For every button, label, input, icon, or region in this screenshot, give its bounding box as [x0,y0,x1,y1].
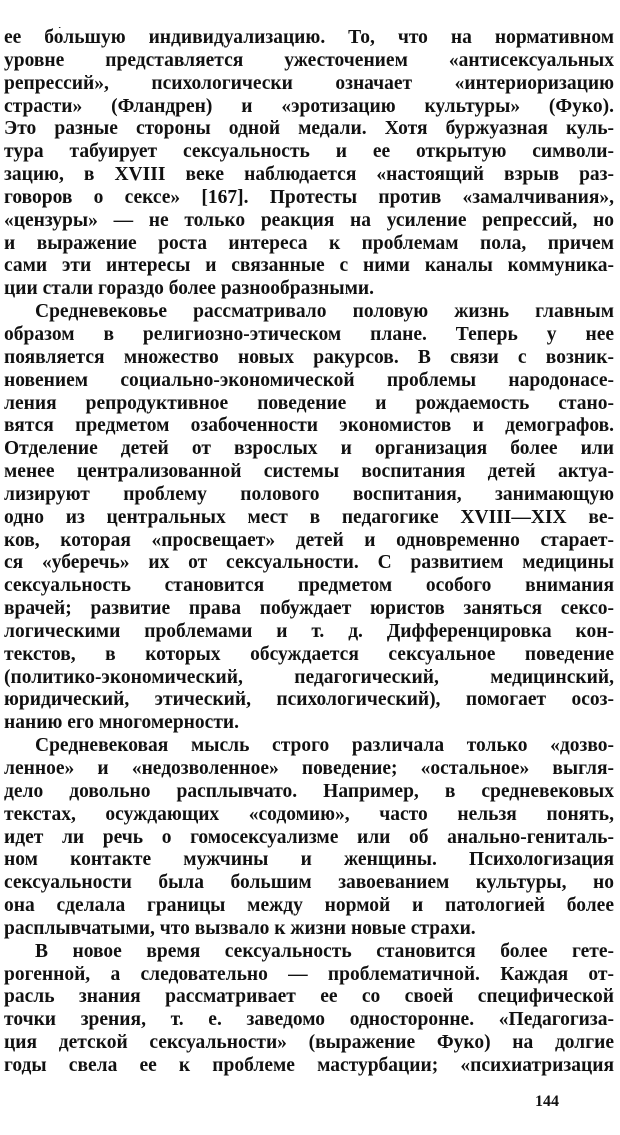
text-line: ном контакте мужчины и женщины. Психологизация [4,849,614,871]
text-line: нанию его многомерности. [4,712,240,734]
text-line: рогенной, а следовательно — проблематичной. Каждая от- [4,963,614,985]
text-line: юридический, этический, психологический), помогает осоз- [4,689,614,711]
text-line: зацию, в XVIII веке наблюдается «настоящий взрыв раз- [4,164,614,186]
text-line: годы свела ее к проблеме мастурбации; «психиатризация [4,1054,614,1076]
text-line: врачей; развитие права побуждает юристов заняться сексо- [4,598,614,620]
text-line: логическими проблемами и т. д. Дифференцировка кон- [4,620,614,642]
text-line: ция детской сексуальности» (выражение Фуко) на долгие [4,1032,614,1054]
text-line: Средневековье рассматривало половую жизнь главным [35,301,614,323]
text-line: расль знания рассматривает ее со своей специфической [4,986,614,1008]
text-line: репрессий», психологически означает «интериоризацию [4,72,614,94]
text-line: менее централизованной системы воспитания детей актуа- [4,461,614,483]
text-line: и выражение роста интереса к проблемам пола, причем [4,232,614,254]
text-line: страсти» (Фландрен) и «эротизацию культуры» (Фуко). [4,95,614,117]
paragraph [4,27,614,301]
text-line: она сделала границы между нормой и патологией более [4,895,614,917]
text-line: говоров о сексе» [167]. Протесты против «замалчивания», [4,186,614,208]
text-line: лизируют проблему полового воспитания, занимающую [4,483,614,505]
text-line: сами эти интересы и связанные с ними каналы коммуника- [4,255,614,277]
text-line: вятся предметом озабоченности экономистов и демографов. [4,415,614,437]
text-line: В новое время сексуальность становится более гете- [35,940,614,962]
text-line: появляется множество новых ракурсов. В связи с возник- [4,346,614,368]
paragraph [4,941,614,1078]
text-line: одно из центральных мест в педагогике XVIII—XIX ве- [4,506,614,528]
text-line: Отделение детей от взрослых и организация более или [4,438,614,460]
text-line: сексуальности была большим завоеванием культуры, но [4,872,614,894]
text-line: расплывчатыми, что вызвало к жизни новые страхи. [4,917,476,939]
text-line: текстов, в которых обсуждается сексуальное поведение [4,643,614,665]
text-line: ков, которая «просвещает» детей и одновременно старает- [4,529,614,551]
text-line: дело довольно расплывчато. Например, в средневековых [4,780,614,802]
paragraph [4,301,614,735]
text-line: Это разные стороны одной медали. Хотя буржуазная куль- [4,118,614,140]
text-line: идет ли речь о гомосексуализме или об анально-гениталь- [4,826,614,848]
text-line: сексуальность становится предметом особого внимания [4,575,614,597]
text-line: ления репродуктивное поведение и рождаемость стано- [4,392,614,414]
text-line: ленное» и «недозволенное» поведение; «остальное» выгля- [4,758,614,779]
text-line: текстах, осуждающих «содомию», часто нельзя понять, [4,803,614,825]
text-line: Средневековая мысль строго различала только «дозво- [35,735,614,757]
paragraph [4,735,614,941]
text-line: уровне представляется ужесточением «антисексуальных [4,49,614,71]
text-line: (политико-экономический, педагогический, медицинский, [4,666,614,688]
text-line: «цензуры» — не только реакция на усиление репрессий, но [4,209,614,231]
text-line: ся «уберечь» их от сексуальности. С развитием медицины [4,552,614,574]
page-number: 144 [535,1093,559,1110]
text-line: точки зрения, т. е. заведомо односторонне. «Педагогиза- [4,1009,614,1031]
text-line: тура табуирует сексуальность и ее открытую символи- [4,141,614,163]
text-line: ции стали гораздо более разнообразными. [4,278,375,300]
text-line: образом в религиозно-этическом плане. Теперь у нее [4,323,614,345]
text-line: новением социально-экономической проблемы народонасе- [4,369,614,391]
body-text [4,27,614,1078]
text-line: ее бо́льшую индивидуализацию. То, что на нормативном [4,27,614,48]
